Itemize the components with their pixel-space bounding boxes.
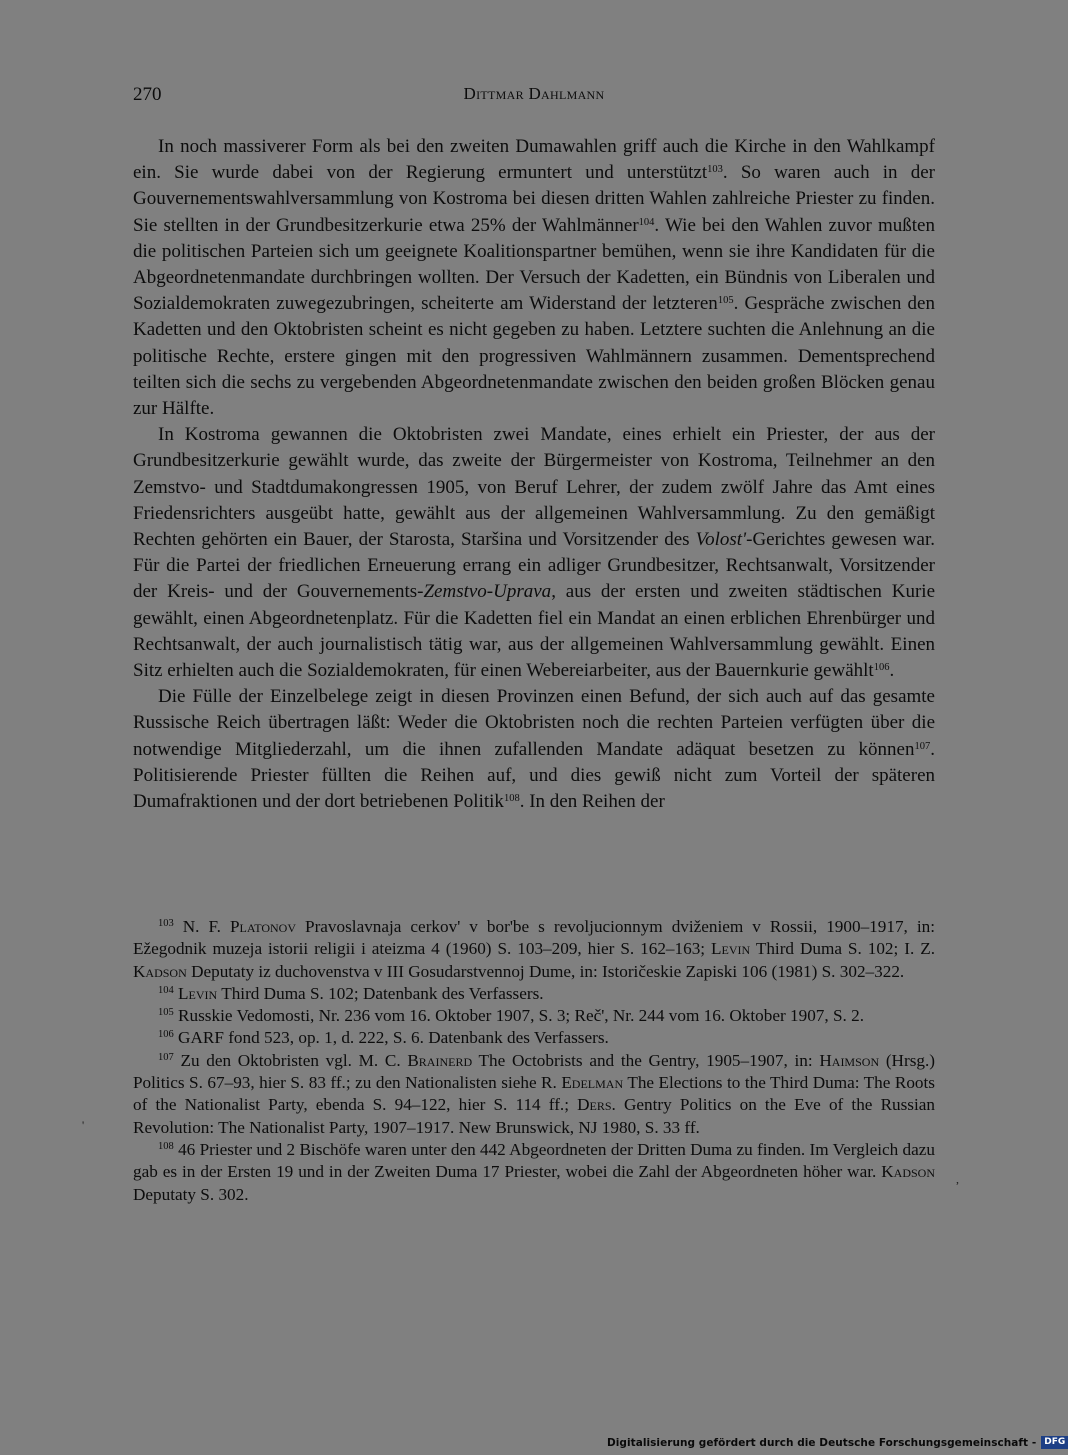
margin-mark: , [956, 1172, 959, 1186]
text-run: Third Duma S. 102; I. Z. [750, 939, 935, 959]
body-text [133, 134, 935, 815]
footnotes [133, 916, 935, 1206]
page-number: 270 [133, 84, 162, 105]
footer-credit: Digitalisierung gefördert durch die Deutsche Forschungsgemeinschaft - [607, 1436, 1037, 1449]
paragraph [133, 684, 935, 815]
text-run: The Elections to the Third Duma: The Roots of the Nationalist Party, ebenda S. 94–122, hier S. 114 ff.; [133, 1073, 935, 1115]
text-run: Gentry Politics on the Eve of the Russian Revolution: The Nationalist Party, 1907–1917. New Brunswick, NJ 1980, S. 33 ff. [133, 1095, 935, 1137]
text-run: Die Fülle der Einzelbelege zeigt in diesen Provinzen einen Befund, der sich auch auf das gesamte Russische Reich übertragen läßt: Weder die Oktobristen noch die rechten Parteien verfügten über die notwendige Mitgliederzahl, um die ihnen zufallenden Mandate adäquat besetzen zu können [133, 686, 935, 760]
paragraph [133, 422, 935, 684]
footnote-ref: 103 [158, 918, 174, 929]
footnote [133, 983, 935, 1005]
text-run: -Gerichtes gewesen war. Für die Partei der friedlichen Erneuerung errang ein adliger Grundbesitzer, Rechtsanwalt, Vorsitzender der Kreis- und der Gouvernements- [133, 529, 935, 603]
text-run: GARF fond 523, op. 1, d. 222, S. 6. Datenbank des Verfassers. [173, 1028, 609, 1048]
footnote-ref: 106 [158, 1029, 174, 1041]
author-name: Ders. [577, 1095, 616, 1115]
footnote-ref: 108 [158, 1140, 174, 1152]
footnote-ref: 104 [638, 216, 655, 228]
running-head: Dittmar Dahlmann [463, 84, 605, 103]
text-run: . Politisierende Priester füllten die Reihen auf, und dies gewiß nicht zum Vorteil der späteren Dumafraktionen und der dort betriebenen Politik [133, 738, 935, 813]
text-run: N. F. [173, 917, 230, 936]
text-run: Russkie Vedomosti, Nr. 236 vom 16. Oktober 1907, S. 3; Reč', Nr. 244 vom 16. Oktober 1907, S. 2. [173, 1006, 865, 1026]
footnote [133, 1050, 935, 1139]
footnote-ref: 104 [158, 984, 174, 996]
author-name: Haimson [819, 1050, 880, 1070]
text-run: Third Duma S. 102; Datenbank des Verfassers. [217, 983, 544, 1003]
author-name: Edelman [561, 1073, 624, 1093]
text-run: (Hrsg.) Politics S. 67–93, hier S. 83 ff.; zu den Nationalisten siehe R. [133, 1050, 935, 1093]
text-run: . Gespräche zwischen den Kadetten und den Oktobristen scheint es nicht gegeben zu haben. Letztere suchten die Anlehnung an die politische Rechte, erstere gingen mit den progressiven Wahlmännern zusammen. Dementsprechend teilten sich die sechs zu vergebenden Abgeordnetenmandate zwischen den beiden großen Blöcken genau zur Hälfte. [133, 293, 935, 420]
footnote-ref: 105 [158, 1007, 174, 1019]
footnote [133, 916, 935, 983]
footnote-ref: 106 [873, 662, 890, 674]
text-run: , aus der ersten und zweiten städtischen Kurie gewählt, einen Abgeordnetenplatz. Für die Kadetten fiel ein Mandat an einen erblichen Ehrenbürger und Rechtsanwalt, der auch journalistisch tätig war, aus der allgemeinen Wahlversammlung gewählt. Einen Sitz erhielten auch die Sozialdemokraten, für einen Webereiarbeiter, aus der Bauernkurie gewählt [133, 581, 935, 682]
italic-term: Zemstvo-Uprava [423, 581, 552, 603]
text-run: 46 Priester und 2 Bischöfe waren unter den 442 Abgeordneten der Dritten Duma zu finden. Im Vergleich dazu gab es in der Ersten 19 und in der Zweiten Duma 17 Priester, wobei die Zahl der Abgeordneten höher war. [133, 1139, 935, 1182]
text-run: . [889, 660, 895, 682]
text-run: Pravoslavnaja cerkov' v bor'be s revoljucionnym dviženiem v Rossii, 1900–1917, in: Ežegodnik muzeja istorii religii i ateizma 4 (1960) S. 103–209, hier S. 162–163; [133, 917, 935, 959]
text-run: The Octobrists and the Gentry, 1905–1907, in: [472, 1050, 820, 1070]
footnote-ref: 107 [158, 1051, 174, 1063]
footnote-ref: 108 [503, 793, 520, 805]
footnote-ref: 105 [717, 295, 734, 307]
author-name: Kadson [133, 961, 187, 981]
author-name: Levin [178, 983, 218, 1003]
dfg-logo: DFG [1041, 1436, 1068, 1449]
footnote-ref: 107 [914, 740, 931, 752]
footnote [133, 1027, 935, 1049]
footnote [133, 1005, 935, 1027]
author-name: Kadson [881, 1162, 935, 1182]
italic-term: Volost' [695, 529, 747, 551]
text-run: In noch massiverer Form als bei den zweiten Dumawahlen griff auch die Kirche in den Wahlkampf ein. Sie wurde dabei von der Regierung ermuntert und unterstützt [133, 136, 935, 184]
paragraph [133, 134, 935, 422]
footnote [133, 1139, 935, 1206]
margin-mark: ' [82, 1118, 85, 1132]
text-run: Deputaty iz duchovenstva v III Gosudarstvennoj Dume, in: Istoričeskie Zapiski 106 (1981) S. 302–322. [186, 961, 905, 981]
page-header [133, 84, 935, 110]
text-run: . Wie bei den Wahlen zuvor mußten die politischen Parteien sich um geeignete Koalitionspartner bemühen, wenn sie ihre Kandidaten für die Abgeordnetenmandate durchbringen wollten. Der Versuch der Kadetten, ein Bündnis von Liberalen und Sozialdemokraten zuwegezubringen, scheiterte am Widerstand der letzteren [133, 214, 935, 315]
text-run: . In den Reihen der [519, 791, 665, 813]
digitization-footer [607, 1436, 1068, 1449]
author-name: Brainerd [407, 1050, 473, 1070]
text-run: . So waren auch in der Gouvernementswahlversammlung von Kostroma bei diesen dritten Wahlen zahlreiche Priester zu finden. Sie stellten in der Grundbesitzerkurie etwa 25% der Wahlmänner [133, 162, 935, 236]
footnote-ref: 103 [707, 164, 723, 176]
author-name: Levin [711, 939, 751, 959]
text-run: In Kostroma gewannen die Oktobristen zwei Mandate, eines erhielt ein Priester, der aus der Grundbesitzerkurie gewählt wurde, das zweite der Bürgermeister von Kostroma, Teilnehmer an den Zemstvo- und Stadtdumakongressen 1905, von Beruf Lehrer, der zudem zwölf Jahre das Amt eines Friedensrichters ausgeübt hatte, gewählt aus der allgemeinen Wahlversammlung. Zu den gemäßigt Rechten gehörten ein Bauer, der Starosta, Staršina und Vorsitzender des [133, 424, 935, 551]
text-run: Zu den Oktobristen vgl. M. C. [173, 1050, 408, 1070]
author-name: Platonov [229, 917, 296, 936]
text-run: Deputaty S. 302. [133, 1184, 249, 1204]
